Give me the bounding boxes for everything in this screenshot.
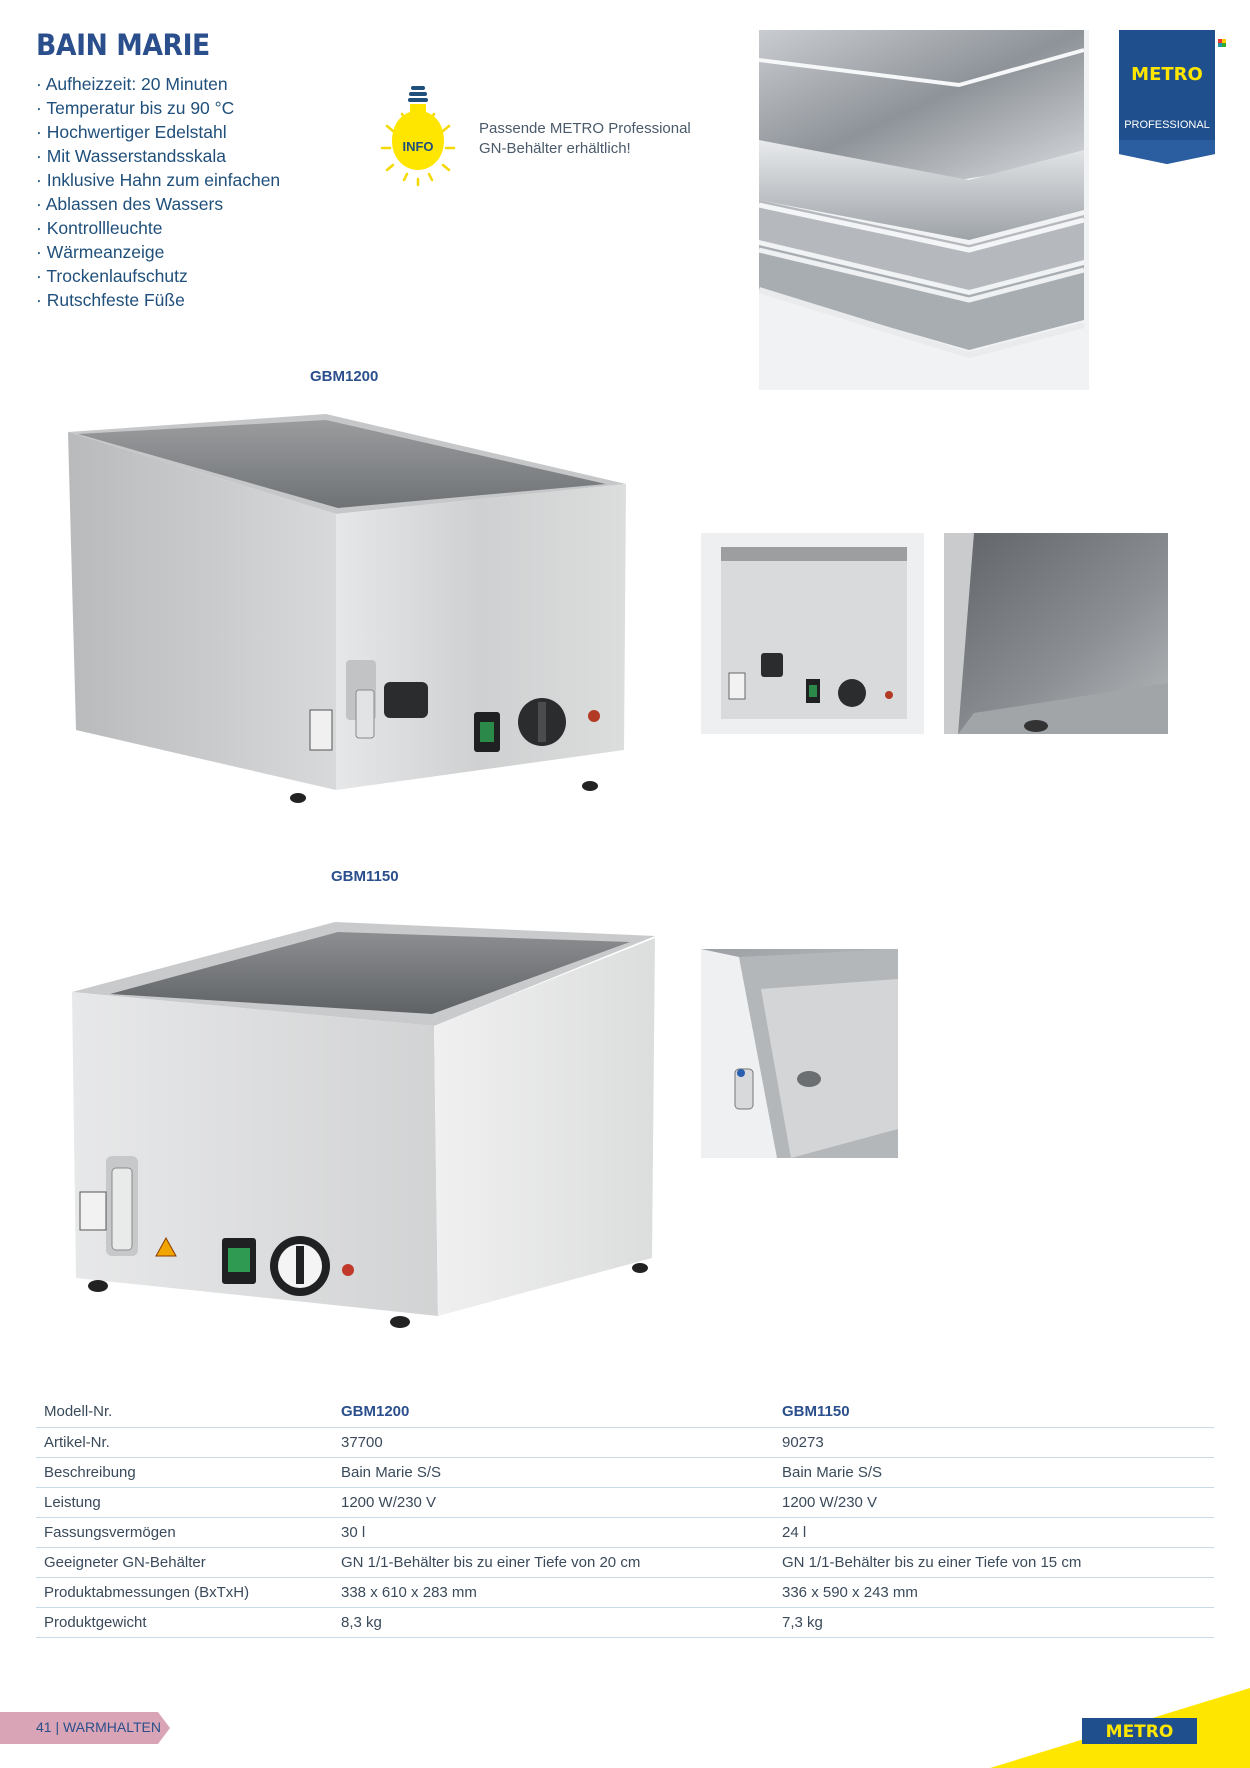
model-label-gbm1200: GBM1200	[310, 368, 379, 385]
table-cell-value: GN 1/1-Behälter bis zu einer Tiefe von 15 cm	[774, 1547, 1214, 1577]
metro-footer-logo	[1082, 1718, 1197, 1744]
table-cell-label: Produktgewicht	[36, 1607, 333, 1637]
info-note: Passende METRO Professional GN-Behälter erhältlich!	[479, 120, 691, 157]
feature-item: · Wärmeanzeige	[36, 240, 280, 264]
table-row	[36, 1427, 1214, 1457]
feature-item: · Trockenlaufschutz	[36, 264, 280, 288]
table-cell-value: 336 x 590 x 243 mm	[774, 1577, 1214, 1607]
svg-text:PROFESSIONAL: PROFESSIONAL	[1124, 119, 1210, 131]
svg-text:METRO: METRO	[1131, 64, 1203, 85]
feature-item: · Mit Wasserstandsskala	[36, 144, 280, 168]
table-cell-label: Modell-Nr.	[36, 1397, 333, 1427]
table-row	[36, 1487, 1214, 1517]
page-title: BAIN MARIE	[36, 28, 210, 62]
table-cell-value: GBM1150	[774, 1397, 1214, 1427]
table-row	[36, 1547, 1214, 1577]
table-cell-value: 7,3 kg	[774, 1607, 1214, 1637]
table-cell-value: 1200 W/230 V	[774, 1487, 1214, 1517]
table-cell-value: 24 l	[774, 1517, 1214, 1547]
table-cell-value: GN 1/1-Behälter bis zu einer Tiefe von 20 cm	[333, 1547, 774, 1577]
metro-professional-logo	[1119, 30, 1215, 164]
table-cell-value: Bain Marie S/S	[774, 1457, 1214, 1487]
feature-item: · Inklusive Hahn zum einfachen	[36, 168, 280, 192]
table-cell-label: Fassungsvermögen	[36, 1517, 333, 1547]
table-row	[36, 1517, 1214, 1547]
feature-item: · Kontrollleuchte	[36, 216, 280, 240]
model-label-gbm1150: GBM1150	[331, 868, 399, 885]
gbm1150-tap-photo	[701, 949, 898, 1158]
table-cell-label: Leistung	[36, 1487, 333, 1517]
table-cell-label: Produktabmessungen (BxTxH)	[36, 1577, 333, 1607]
table-row	[36, 1457, 1214, 1487]
color-dots-icon	[1218, 34, 1226, 42]
table-cell-value: GBM1200	[333, 1397, 774, 1427]
table-cell-value: 30 l	[333, 1517, 774, 1547]
table-cell-value: 37700	[333, 1427, 774, 1457]
table-cell-value: 8,3 kg	[333, 1607, 774, 1637]
specifications-table	[36, 1397, 1214, 1638]
feature-item-continuation: · Ablassen des Wassers	[36, 192, 280, 216]
feature-item: · Rutschfeste Füße	[36, 288, 280, 312]
table-cell-label: Artikel-Nr.	[36, 1427, 333, 1457]
gbm1200-basin-photo	[944, 533, 1168, 734]
gbm1150-main-photo	[70, 918, 658, 1330]
info-badge-text: INFO	[402, 139, 434, 154]
gbm1200-front-photo	[701, 533, 924, 734]
page-section-tag	[0, 1712, 170, 1744]
feature-item: · Hochwertiger Edelstahl	[36, 120, 280, 144]
table-cell-label: Geeigneter GN-Behälter	[36, 1547, 333, 1577]
feature-item: · Temperatur bis zu 90 °C	[36, 96, 280, 120]
info-bulb-icon	[378, 86, 458, 190]
svg-text:METRO: METRO	[1105, 1722, 1174, 1742]
table-cell-label: Beschreibung	[36, 1457, 333, 1487]
table-row	[36, 1607, 1214, 1637]
page-number-label: 41 | WARMHALTEN	[36, 1719, 161, 1735]
table-cell-value: 338 x 610 x 283 mm	[333, 1577, 774, 1607]
gbm1200-main-photo	[66, 410, 634, 810]
table-cell-value: Bain Marie S/S	[333, 1457, 774, 1487]
feature-item: · Aufheizzeit: 20 Minuten	[36, 72, 280, 96]
table-cell-value: 90273	[774, 1427, 1214, 1457]
feature-list	[36, 72, 280, 312]
table-cell-value: 1200 W/230 V	[333, 1487, 774, 1517]
table-row	[36, 1397, 1214, 1427]
table-row	[36, 1577, 1214, 1607]
gn-containers-photo	[759, 30, 1089, 390]
